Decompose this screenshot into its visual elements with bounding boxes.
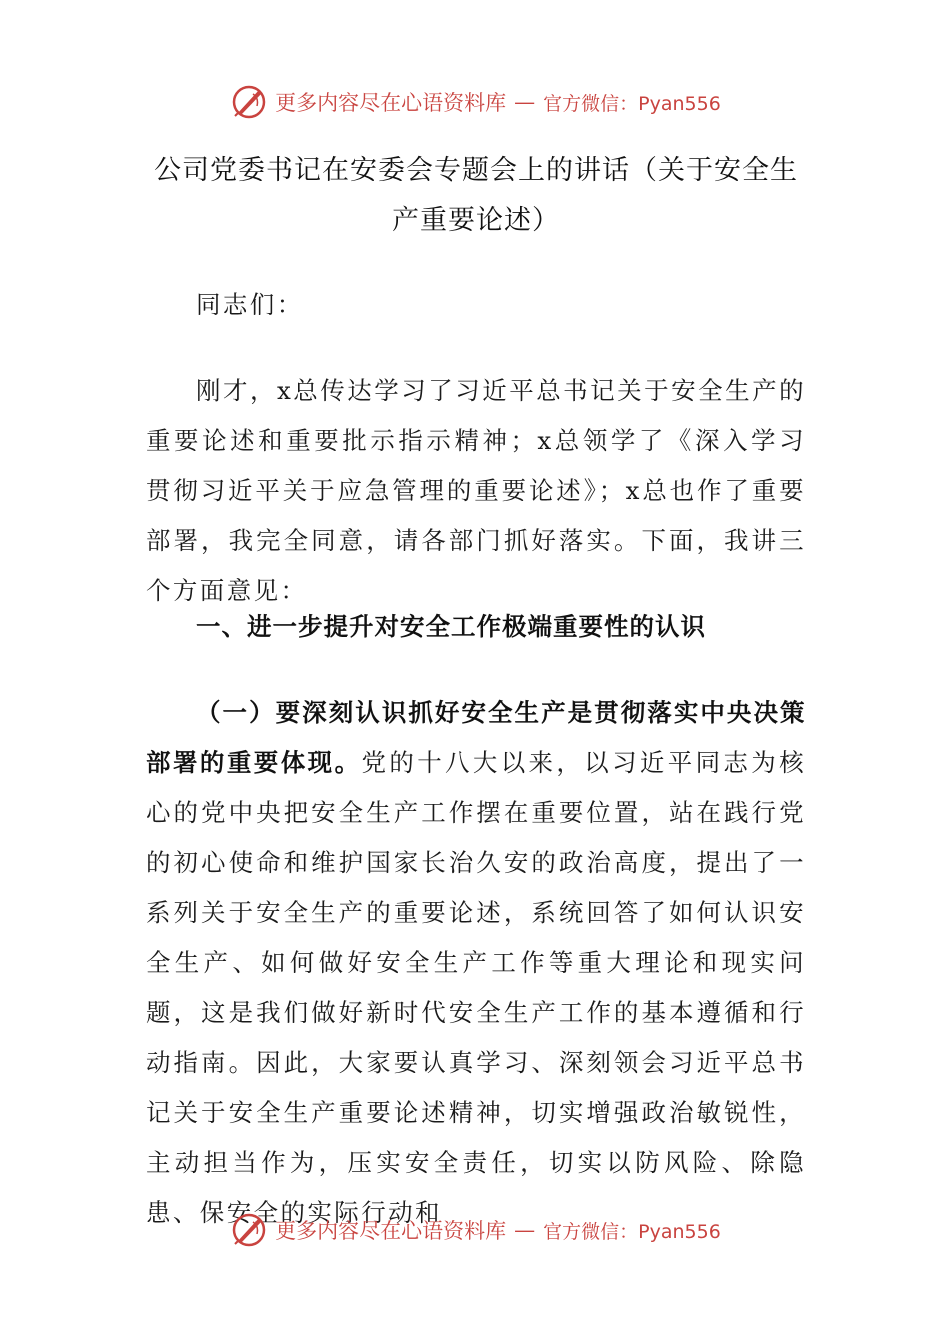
- paragraph-body: 党的十八大以来，以习近平同志为核心的党中央把安全生产工作摆在重要位置，站在践行党的初心使命和维护国家长治久安的政治高度，提出了一系列关于安全生产的重要论述，系统回答了如何认识安全生产、如何做好安全生产工作等重大理论和现实问题，这是我们做好新时代安全生产工作的基本遵循和行动指南。因此，大家要认真学习、深刻领会习近平总书记关于安全生产重要论述精神，切实增强政治敏锐性，主动担当作为，压实安全责任，切实以防风险、除隐患、保安全的实际行动和: [146, 748, 806, 1227]
- paragraph-intro: 刚才，x总传达学习了习近平总书记关于安全生产的重要论述和重要批示指示精神；x总领学了《深入学习贯彻习近平关于应急管理的重要论述》；x总也作了重要部署，我完全同意，请各部门抓好落实。下面，我讲三个方面意见：: [146, 376, 806, 605]
- paragraph-section-1-1: [146, 688, 806, 1238]
- quill-pen-logo-icon: [229, 1210, 269, 1250]
- greeting: 同志们：: [196, 290, 304, 319]
- paragraph-lead-bold: （一）要深刻认识抓好安全生产是贯彻落实中央决策部署的重要体现。: [146, 698, 806, 777]
- watermark-wechat-text: 官方微信：Pyan556: [543, 1220, 721, 1243]
- quill-pen-logo-icon: [229, 82, 269, 122]
- watermark-separator: —: [514, 90, 536, 114]
- watermark-brand-text: 更多内容尽在心语资料库: [275, 1219, 507, 1243]
- section-heading-1: 一、进一步提升对安全工作极端重要性的认识: [196, 612, 706, 641]
- document-title: 公司党委书记在安委会专题会上的讲话（关于安全生产重要论述）: [154, 155, 798, 236]
- watermark-brand-text: 更多内容尽在心语资料库: [275, 91, 507, 115]
- footer-watermark: [0, 1208, 950, 1252]
- watermark-wechat-text: 官方微信：Pyan556: [543, 92, 721, 115]
- watermark-separator: —: [514, 1218, 536, 1242]
- header-watermark: [0, 80, 950, 124]
